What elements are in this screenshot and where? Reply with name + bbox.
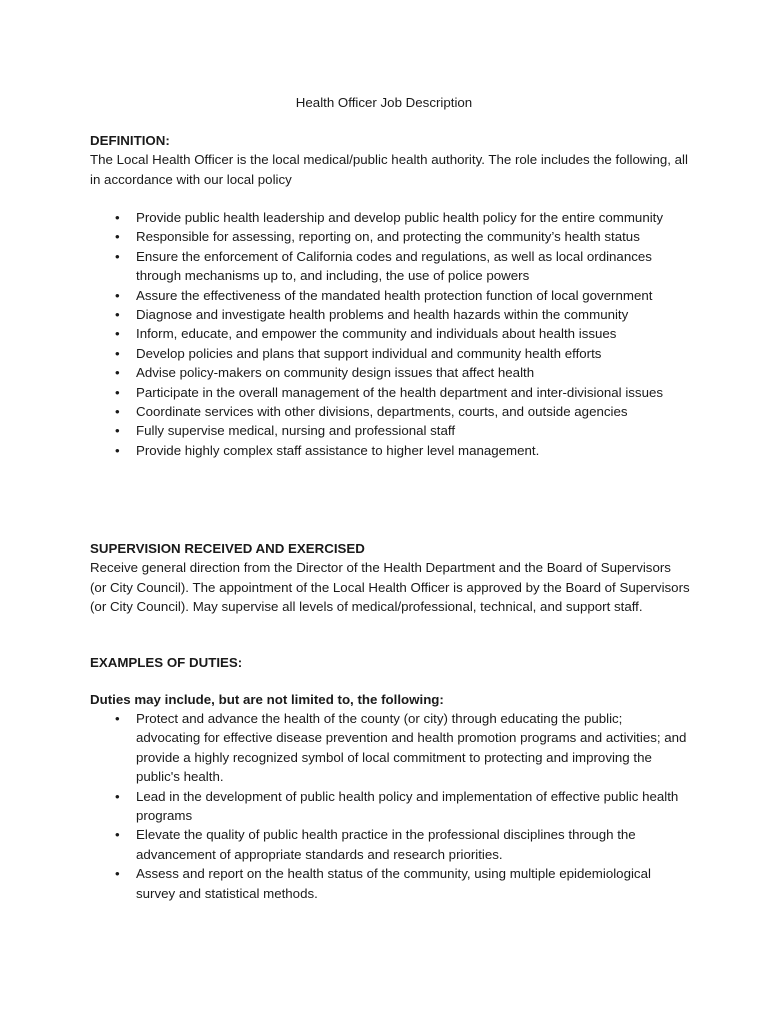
supervision-section	[90, 539, 690, 617]
list-item: • Responsible for assessing, reporting on, and protecting the community’s health status	[90, 227, 690, 246]
bullet-icon: •	[115, 827, 120, 843]
duties-intro: Duties may include, but are not limited to, the following:	[90, 692, 444, 707]
list-item: • Elevate the quality of public health practice in the professional disciplines through the advancement of appropriate standards and research priorities.	[115, 827, 636, 862]
bullet-icon: •	[115, 423, 120, 439]
list-item: • Participate in the overall management of the health department and inter-divisional issues	[90, 383, 690, 402]
definition-list	[90, 208, 690, 460]
list-item: • Provide public health leadership and develop public health policy for the entire community	[90, 208, 690, 227]
list-item: • Fully supervise medical, nursing and professional staff	[90, 421, 690, 440]
bullet-icon: •	[115, 307, 120, 323]
list-item: • Protect and advance the health of the county (or city) through educating the public; advocating for effective disease prevention and health promotion programs and activities; and provide a highly recognized symbol of local commitment to protecting and improving the public's health.	[115, 711, 687, 785]
bullet-icon: •	[115, 287, 120, 303]
bullet-icon: •	[115, 326, 120, 342]
list-item: • Diagnose and investigate health problems and health hazards within the community	[90, 305, 690, 324]
definition-heading: DEFINITION:	[90, 133, 170, 148]
duties-list	[90, 709, 690, 903]
bullet-icon: •	[115, 229, 120, 245]
list-item: • Ensure the enforcement of California codes and regulations, as well as local ordinances through mechanisms up to, and including, the use of police powers	[115, 248, 652, 284]
bullet-icon: •	[115, 788, 120, 804]
bullet-icon: •	[115, 711, 120, 726]
list-item: • Lead in the development of public health policy and implementation of effective public health programs	[115, 788, 679, 824]
bullet-icon: •	[115, 866, 120, 882]
bullet-icon: •	[115, 210, 120, 225]
bullet-icon: •	[115, 384, 120, 400]
list-item: • Develop policies and plans that support individual and community health efforts	[90, 344, 690, 363]
list-item: • Coordinate services with other divisions, departments, courts, and outside agencies	[90, 402, 690, 421]
bullet-icon: •	[115, 404, 120, 420]
definition-section	[90, 131, 690, 189]
definition-text: The Local Health Officer is the local medical/public health authority. The role includes the following, all in accordance with our local policy	[90, 152, 688, 187]
document-title: Health Officer Job Description	[295, 95, 473, 110]
duties-heading: EXAMPLES OF DUTIES:	[90, 655, 243, 670]
list-item: • Assess and report on the health status of the community, using multiple epidemiological survey and statistical methods.	[115, 866, 651, 901]
bullet-icon: •	[115, 442, 120, 458]
bullet-icon: •	[115, 248, 120, 264]
supervision-heading: SUPERVISION RECEIVED AND EXERCISED	[90, 541, 365, 556]
supervision-text: Receive general direction from the Director of the Health Department and the Board of Supervisors (or City Council). The appointment of the Local Health Officer is approved by the Board of Supervisors (or City Council). May supervise all levels of medical/professional, technical, and support staff.	[90, 560, 690, 615]
list-item: • Advise policy-makers on community design issues that affect health	[90, 363, 690, 382]
list-item: • Inform, educate, and empower the community and individuals about health issues	[90, 324, 690, 343]
bullet-icon: •	[115, 365, 120, 381]
bullet-icon: •	[115, 345, 120, 361]
list-item: • Provide highly complex staff assistance to higher level management.	[90, 441, 690, 460]
list-item: • Assure the effectiveness of the mandated health protection function of local government	[90, 286, 690, 305]
